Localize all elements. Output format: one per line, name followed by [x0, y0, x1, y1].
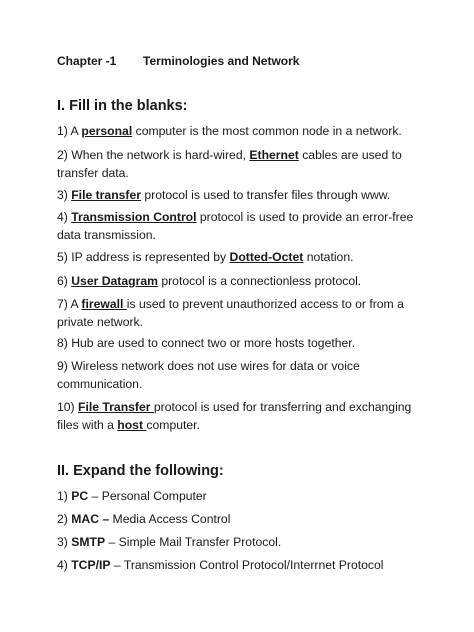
answer: File Transfer [78, 400, 154, 414]
answer: Dotted-Octet [229, 250, 304, 264]
chapter-number: Chapter -1 [57, 54, 117, 68]
fill-in-item: 2) When the network is hard-wired, Ethernet cables are used to transfer data. [57, 148, 402, 180]
fill-in-item: 4) Transmission Control protocol is used to provide an error-free data transmission. [57, 210, 414, 242]
fill-in-item: 5) IP address is represented by Dotted-Octet notation. [57, 250, 354, 264]
answer: host [117, 418, 147, 432]
fill-in-item: 1) A personal computer is the most common node in a network. [57, 124, 402, 138]
answer: personal [81, 124, 133, 138]
abbreviation: SMTP [71, 535, 106, 549]
expand-item: 4) TCP/IP – Transmission Control Protocol/Interrnet Protocol [57, 558, 384, 572]
section-title-fill-in: I. Fill in the blanks: [57, 98, 188, 114]
fill-in-item: 8) Hub are used to connect two or more hosts together. [57, 336, 356, 350]
chapter-title: Terminologies and Network [143, 54, 300, 68]
expand-item: 2) MAC – Media Access Control [57, 512, 231, 526]
answer: User Datagram [71, 274, 158, 288]
answer: Transmission Control [71, 210, 197, 224]
abbreviation: MAC – [71, 512, 110, 526]
abbreviation: PC [71, 489, 89, 503]
fill-in-item: 6) User Datagram protocol is a connectionless protocol. [57, 274, 362, 288]
fill-in-item: 10) File Transfer protocol is used for transferring and exchanging files with a host computer. [57, 400, 412, 432]
expand-item: 3) SMTP – Simple Mail Transfer Protocol. [57, 535, 282, 549]
fill-in-item: 3) File transfer protocol is used to transfer files through www. [57, 188, 391, 202]
answer: firewall [81, 297, 127, 311]
abbreviation: TCP/IP [71, 558, 111, 572]
chapter-heading [57, 54, 417, 68]
fill-in-item: 9) Wireless network does not use wires for data or voice communication. [57, 359, 360, 391]
fill-in-item: 7) A firewall is used to prevent unauthorized access to or from a private network. [57, 297, 404, 329]
answer: Ethernet [249, 148, 299, 162]
section-title-expand: II. Expand the following: [57, 463, 224, 479]
expand-item: 1) PC – Personal Computer [57, 489, 207, 503]
answer: File transfer [71, 188, 141, 202]
